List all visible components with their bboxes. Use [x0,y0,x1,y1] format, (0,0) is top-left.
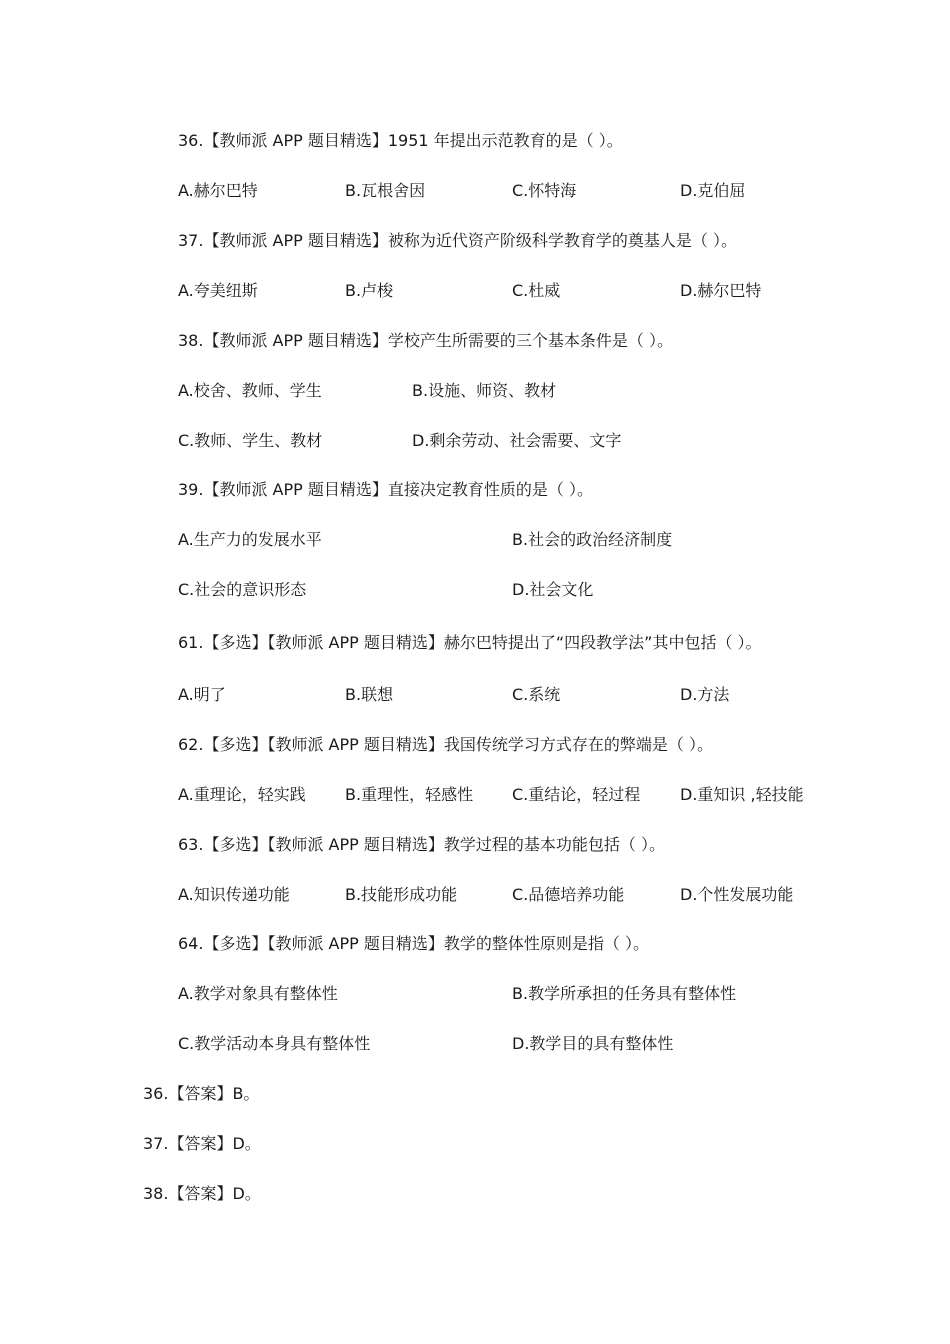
q62-option-a: A.重理论，轻实践 [178,785,306,804]
q63-option-b: B.技能形成功能 [345,885,458,904]
q38-option-c: C.教师、学生、教材 [178,431,323,450]
answer-37: 37.【答案】D。 [143,1134,261,1153]
q64-option-c: C.教学活动本身具有整体性 [178,1034,371,1053]
q36-option-a: A.赫尔巴特 [178,181,258,200]
q38-option-b: B.设施、师资、教材 [412,381,557,400]
answer-38: 38.【答案】D。 [143,1184,261,1203]
q61-option-d: D.方法 [680,685,730,704]
q37-option-d: D.赫尔巴特 [680,281,762,300]
q39-option-b: B.社会的政治经济制度 [512,530,673,549]
q39-option-a: A.生产力的发展水平 [178,530,322,549]
question-62: 62.【多选】【教师派 APP 题目精选】我国传统学习方式存在的弊端是（ ）。 [178,735,713,754]
question-64: 64.【多选】【教师派 APP 题目精选】教学的整体性原则是指（ ）。 [178,934,649,953]
q62-option-b: B.重理性，轻感性 [345,785,474,804]
q63-option-d: D.个性发展功能 [680,885,794,904]
q36-option-d: D.克伯屈 [680,181,746,200]
q37-option-a: A.夸美纽斯 [178,281,258,300]
q39-option-d: D.社会文化 [512,580,594,599]
question-38: 38.【教师派 APP 题目精选】学校产生所需要的三个基本条件是（ ）。 [178,331,673,350]
q64-option-b: B.教学所承担的任务具有整体性 [512,984,737,1003]
q36-option-c: C.怀特海 [512,181,577,200]
q64-option-d: D.教学目的具有整体性 [512,1034,674,1053]
q61-option-c: C.系统 [512,685,561,704]
q38-option-d: D.剩余劳动、社会需要、文字 [412,431,622,450]
q64-option-a: A.教学对象具有整体性 [178,984,338,1003]
q36-option-b: B.瓦根舍因 [345,181,426,200]
q63-option-a: A.知识传递功能 [178,885,290,904]
q37-option-c: C.杜威 [512,281,561,300]
q62-option-d: D.重知识 ,轻技能 [680,785,804,804]
question-63: 63.【多选】【教师派 APP 题目精选】教学过程的基本功能包括（ ）。 [178,835,665,854]
q61-option-b: B.联想 [345,685,394,704]
question-61: 61.【多选】【教师派 APP 题目精选】赫尔巴特提出了“四段教学法”其中包括（ ）。 [178,633,762,652]
q63-option-c: C.品德培养功能 [512,885,625,904]
question-36: 36.【教师派 APP 题目精选】1951 年提出示范教育的是（ ）。 [178,131,623,150]
q38-option-a: A.校舍、教师、学生 [178,381,322,400]
q39-option-c: C.社会的意识形态 [178,580,307,599]
question-37: 37.【教师派 APP 题目精选】被称为近代资产阶级科学教育学的奠基人是（ ）。 [178,231,737,250]
q37-option-b: B.卢梭 [345,281,394,300]
answer-36: 36.【答案】B。 [143,1084,260,1103]
question-39: 39.【教师派 APP 题目精选】直接决定教育性质的是（ ）。 [178,480,593,499]
q61-option-a: A.明了 [178,685,226,704]
q62-option-c: C.重结论，轻过程 [512,785,641,804]
